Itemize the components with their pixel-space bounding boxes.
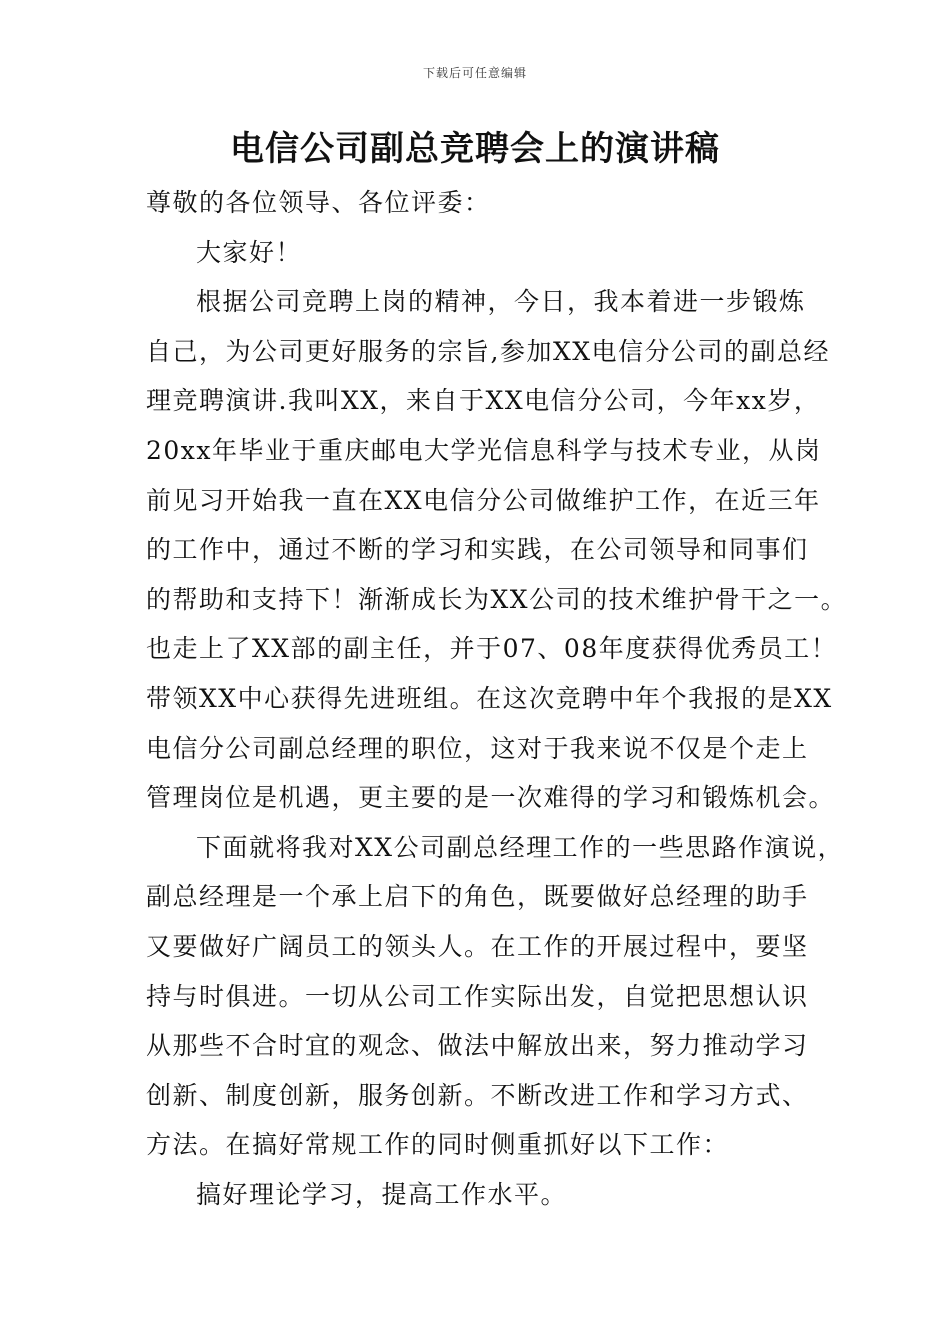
- body-line: 20xx年毕业于重庆邮电大学光信息科学与技术专业，从岗: [146, 435, 822, 465]
- document-body: [146, 178, 848, 1219]
- body-line: 大家好！: [196, 237, 303, 267]
- body-line: 下面就将我对XX公司副总经理工作的一些思路作演说，: [196, 832, 845, 862]
- body-line: 根据公司竞聘上岗的精神，今日，我本着进一步锻炼: [196, 287, 806, 317]
- body-line: 理竞聘演讲.我叫XX，来自于XX电信分公司，今年xx岁，: [146, 386, 821, 416]
- body-line: 从那些不合时宜的观念、做法中解放出来，努力推动学习: [146, 1031, 809, 1061]
- body-line: 电信分公司副总经理的职位，这对于我来说不仅是个走上: [146, 733, 809, 763]
- body-line: 创新、制度创新，服务创新。不断改进工作和学习方式、: [146, 1080, 809, 1110]
- body-line: 的帮助和支持下！渐渐成长为XX公司的技术维护骨干之一。: [146, 584, 848, 614]
- body-line: 尊敬的各位领导、各位评委：: [146, 188, 491, 217]
- body-line: 也走上了XX部的副主任，并于07、08年度获得优秀员工！: [146, 634, 838, 664]
- header-note: 下载后可任意编辑: [422, 66, 527, 80]
- body-line: 又要做好广阔员工的领头人。在工作的开展过程中，要坚: [146, 931, 809, 961]
- body-line: 带领XX中心获得先进班组。在这次竞聘中年个我报的是XX: [146, 683, 833, 713]
- body-line: 持与时俱进。一切从公司工作实际出发，自觉把思想认识: [146, 981, 809, 1011]
- body-line: 副总经理是一个承上启下的角色，既要做好总经理的助手: [146, 882, 809, 912]
- body-line: 前见习开始我一直在XX电信分公司做维护工作，在近三年: [146, 485, 821, 515]
- body-line: 管理岗位是机遇，更主要的是一次难得的学习和锻炼机会。: [146, 783, 836, 813]
- body-line: 方法。在搞好常规工作的同时侧重抓好以下工作：: [146, 1130, 730, 1160]
- body-line: 自己，为公司更好服务的宗旨,参加XX电信分公司的副总经: [146, 336, 831, 366]
- body-line: 搞好理论学习，提高工作水平。: [196, 1179, 568, 1209]
- body-line: 的工作中，通过不断的学习和实践，在公司领导和同事们: [146, 535, 809, 565]
- document-title: 电信公司副总竞聘会上的演讲稿: [230, 129, 720, 169]
